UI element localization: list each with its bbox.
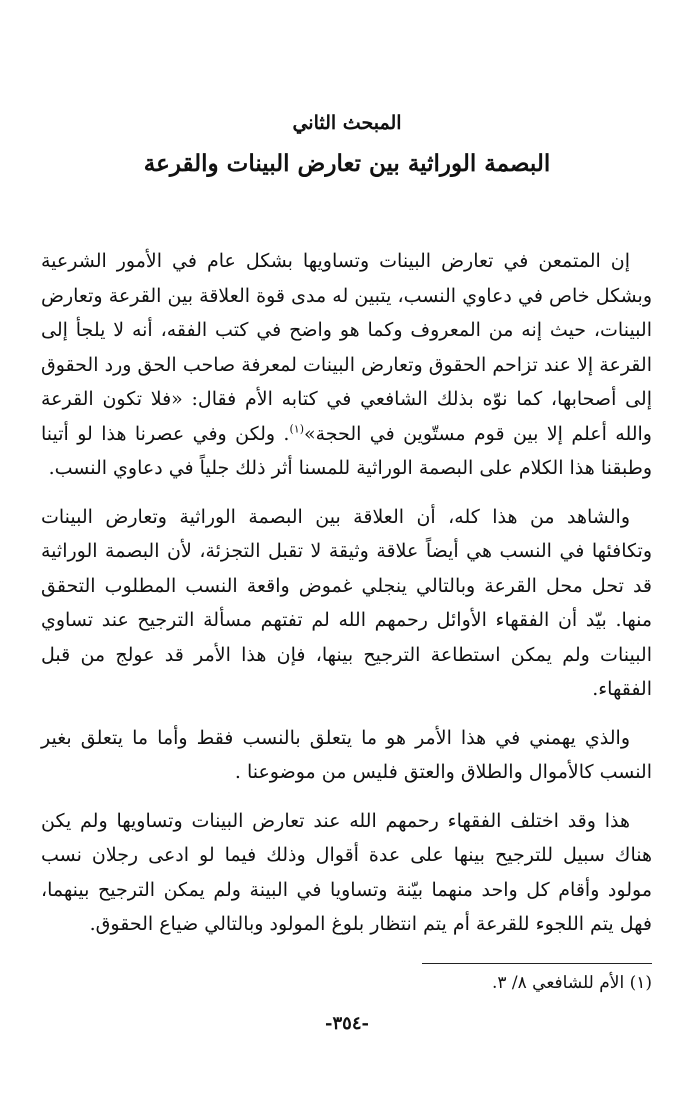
paragraph-1-text-after: . ولكن وفي عصرنا هذا لو أتينا وطبقنا هذا الكلام على البصمة الوراثية للمسنا أثر ذلك جلياً في دعاوي النسب. xyxy=(41,422,652,479)
paragraph-4: هذا وقد اختلف الفقهاء رحمهم الله عند تعارض البينات وتساويها ولم يكن هناك سبيل للترجيح بينها على عدة أقوال وذلك فيما لو ادعى رجلان نسب مولود وأقام كل واحد منهما بيّنة وتساويا في البينة ولم يمكن الترجيح بينهما، فهل يتم اللجوء للقرعة أم يتم انتظار بلوغ المولود وبالتالي ضياع الحقوق. xyxy=(41,809,652,935)
paragraph-2: والشاهد من هذا كله، أن العلاقة بين البصمة الوراثية وتعارض البينات وتكافئها في النسب هي أيضاً علاقة وثيقة لا تقبل التجزئة، لأن البصمة الوراثية قد تحل محل القرعة وبالتالي ينجلي غموض واقعة النسب المطلوب التحقق منها. بيّد أن الفقهاء الأوائل رحمهم الله لم تفتهم مسألة الترجيح عند تساوي البينات ولم يمكن استطاعة الترجيح بينها، فإن هذا الأمر قد عولج من قبل الفقهاء. xyxy=(41,505,652,700)
body-text xyxy=(41,244,652,956)
footnote-divider xyxy=(422,963,652,964)
footnote: (١) الأم للشافعي ٨/ ٣. xyxy=(491,973,652,993)
paragraph-1-text: إن المتمعن في تعارض البينات وتساويها بشكل عام في الأمور الشرعية وبشكل خاص في دعاوي النسب، يتبين له مدى قوة العلاقة بين القرعة وتعارض البينات، حيث إنه من المعروف وكما هو واضح في كتب الفقه، أنه لا يلجأ إلى القرعة إلا عند تزاحم الحقوق وتعارض البينات لمعرفة صاحب الحق ورد الحقوق إلى أصحابها، كما نوّه بذلك الشافعي في كتابه الأم فقال: «فلا تكون القرعة والله أعلم إلا بين قوم مستّوين في الحجة» xyxy=(41,250,652,445)
paragraph-3: والذي يهمني في هذا الأمر هو ما يتعلق بالنسب فقط وأما ما يتعلق بغير النسب كالأموال والطلاق والعتق فليس من موضوعنا . xyxy=(41,726,652,783)
footnote-reference: (١) xyxy=(289,422,304,436)
section-label: المبحث الثاني xyxy=(292,112,402,134)
page-number: -٣٥٤- xyxy=(325,1013,369,1034)
section-title: البصمة الوراثية بين تعارض البينات والقرعة xyxy=(143,150,551,177)
paragraph-1 xyxy=(41,244,652,486)
